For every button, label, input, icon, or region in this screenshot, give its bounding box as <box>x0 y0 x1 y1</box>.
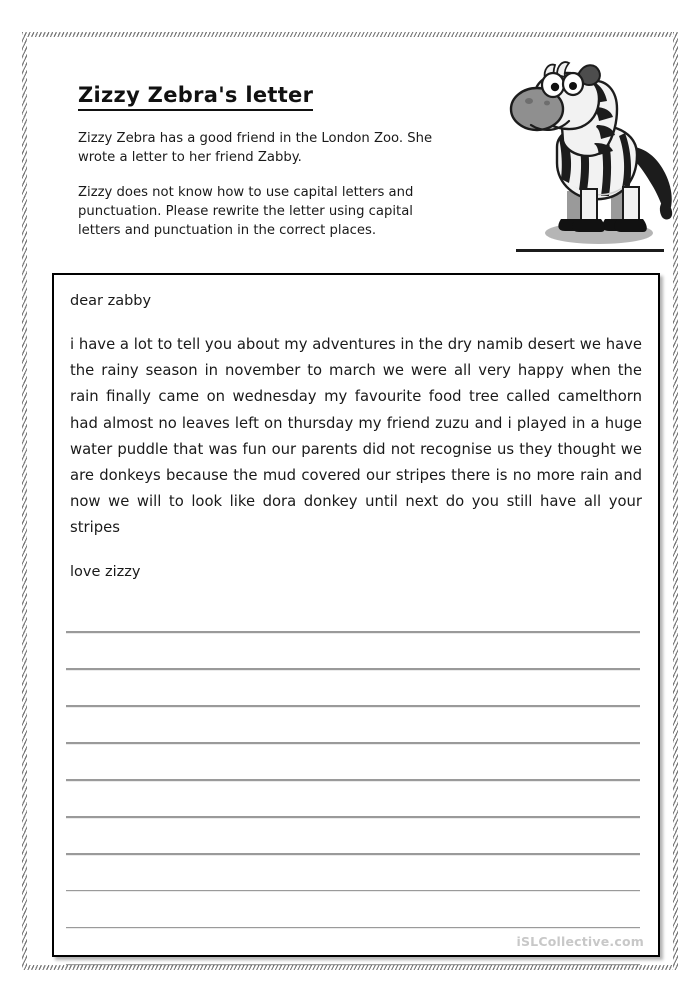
answer-line[interactable] <box>66 779 640 781</box>
answer-line[interactable] <box>66 705 640 707</box>
header-divider-rule <box>516 249 664 252</box>
page-title: Zizzy Zebra's letter <box>78 83 313 111</box>
letter-box <box>52 273 660 957</box>
intro-paragraph-1: Zizzy Zebra has a good friend in the London Zoo. She wrote a letter to her friend Zabby. <box>78 131 433 165</box>
letter-content <box>54 275 658 955</box>
answer-line[interactable] <box>66 816 640 818</box>
letter-body: i have a lot to tell you about my adventures in the dry namib desert we have the rainy season in november to march we were all very happy when the rain finally came on wednesday my favourite food tree called camelthorn had almost no leaves left on thursday my friend zuzu and i played in a huge water puddle that was fun our parents did not recognise us they thought we are donkeys because the mud covered our stripes there is no more rain and now we will to look like dora donkey until next do you still have all your stripes <box>70 336 642 537</box>
answer-line[interactable] <box>66 890 640 892</box>
answer-line[interactable] <box>66 631 640 633</box>
worksheet-page <box>22 32 678 970</box>
answer-line[interactable] <box>66 668 640 670</box>
zebra-icon <box>495 51 695 251</box>
answer-line[interactable] <box>66 927 640 929</box>
answer-line[interactable] <box>66 964 640 966</box>
letter-salutation: dear zabby <box>70 293 152 309</box>
letter-closing: love zizzy <box>70 563 141 580</box>
intro-paragraph-2: Zizzy does not know how to use capital letters and punctuation. Please rewrite the letter using capital letters and punctuation in the correct places. <box>78 185 414 238</box>
answer-line[interactable] <box>66 742 640 744</box>
watermark: iSLCollective.com <box>516 934 644 949</box>
worksheet-header <box>78 83 458 240</box>
zebra-illustration <box>495 51 695 251</box>
answer-line[interactable] <box>66 853 640 855</box>
page-content <box>27 37 673 965</box>
